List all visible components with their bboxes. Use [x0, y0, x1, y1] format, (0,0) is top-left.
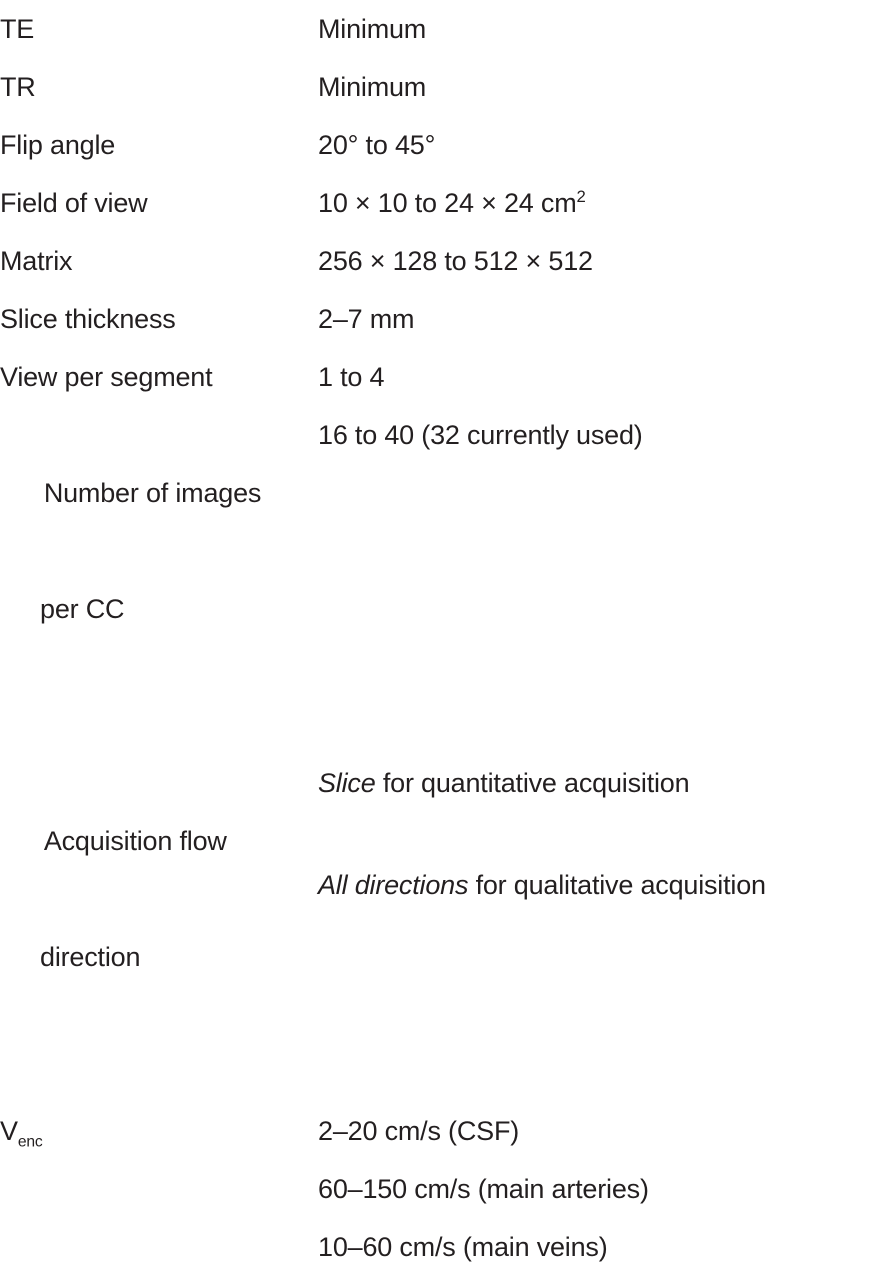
row-value: 256 × 128 to 512 × 512 [318, 246, 593, 276]
row-label: Flip angle [0, 130, 116, 160]
table-row [0, 174, 872, 232]
row-label: Matrix [0, 246, 73, 276]
row-value-line2: 60–150 cm/s (main arteries) [318, 1174, 649, 1204]
row-value-line2 [318, 856, 872, 914]
table-row [0, 290, 872, 348]
row-value-line3: 10–60 cm/s (main veins) [318, 1232, 608, 1262]
row-label-subscript: enc [17, 1133, 43, 1151]
row-label [0, 1102, 318, 1160]
row-label: View per segment [0, 362, 213, 392]
row-value: 2–7 mm [318, 304, 415, 334]
row-value-text: 10 × 10 to 24 × 24 cm [318, 188, 577, 218]
row-label [0, 406, 318, 754]
row-value [318, 1102, 872, 1276]
row-label-line2: direction [40, 942, 141, 972]
table-row [0, 58, 872, 116]
table-row [0, 406, 872, 754]
row-label [0, 754, 318, 1102]
table-row [0, 1102, 872, 1276]
row-value-text: for qualitative acquisition [468, 870, 766, 900]
row-value: 1 to 4 [318, 362, 385, 392]
table-row [0, 348, 872, 406]
row-label: Field of view [0, 188, 148, 218]
row-value: 20° to 45° [318, 130, 436, 160]
row-value: Minimum [318, 14, 427, 44]
table-row [0, 232, 872, 290]
row-value-emphasis: Slice [318, 768, 376, 798]
table-row [0, 0, 872, 58]
row-value-line1: 2–20 cm/s (CSF) [318, 1116, 520, 1146]
row-value [318, 174, 872, 232]
table-row [0, 754, 872, 1102]
row-label: Slice thickness [0, 304, 176, 334]
row-label-line2: per CC [40, 594, 125, 624]
row-value: Minimum [318, 72, 427, 102]
row-label-text: V [0, 1116, 18, 1146]
row-value-emphasis: All directions [318, 870, 469, 900]
row-label: TE [0, 14, 35, 44]
row-value-line1 [318, 754, 872, 812]
row-value-superscript: 2 [576, 187, 586, 206]
row-label-line1: Number of images [43, 478, 262, 508]
row-label: TR [0, 72, 36, 102]
row-value-text: for quantitative acquisition [375, 768, 690, 798]
table-row [0, 116, 872, 174]
row-value [318, 754, 872, 914]
row-value-spacer [318, 812, 872, 856]
row-label-line1: Acquisition flow [43, 826, 227, 856]
row-value: 16 to 40 (32 currently used) [318, 420, 643, 450]
